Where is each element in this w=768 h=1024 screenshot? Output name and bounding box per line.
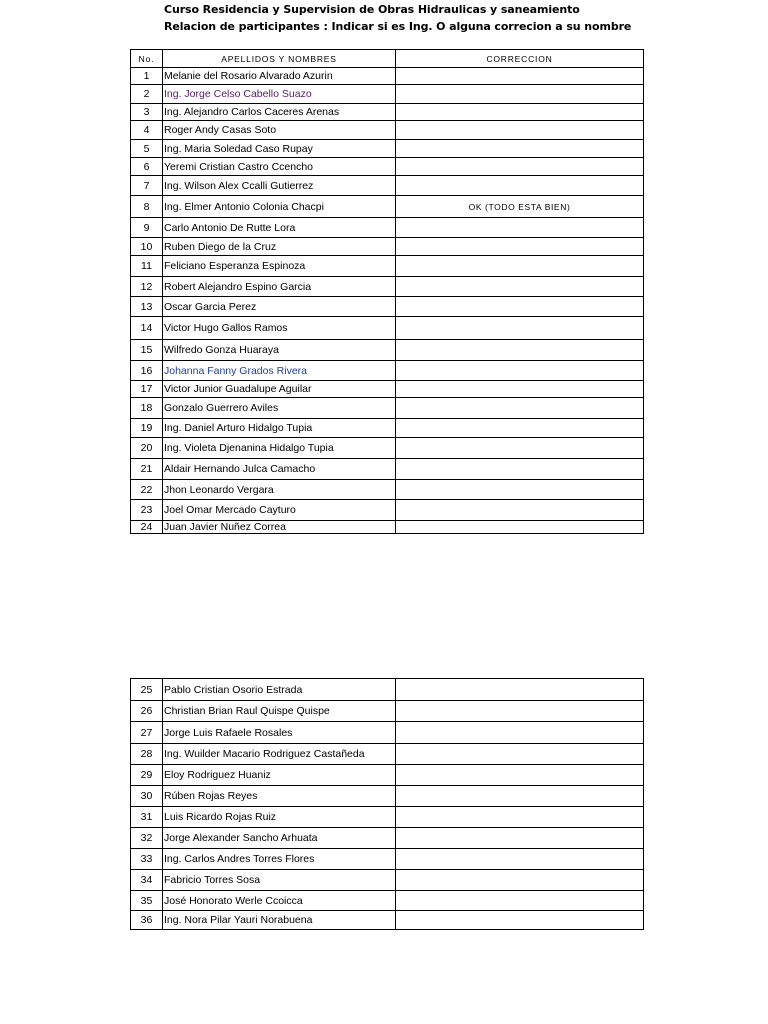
participant-name: Jorge Alexander Sancho Arhuata [163, 828, 396, 849]
correction-cell [396, 419, 644, 438]
row-number: 20 [131, 438, 163, 459]
correction-cell [396, 317, 644, 340]
participant-name: Ing. Alejandro Carlos Caceres Arenas [163, 104, 396, 121]
participant-name: Jorge Luis Rafaele Rosales [163, 722, 396, 744]
participant-name: Robert Alejandro Espino Garcia [163, 277, 396, 297]
table-row [131, 297, 644, 317]
table-row [131, 438, 644, 459]
correction-cell [396, 176, 644, 196]
row-number: 2 [131, 85, 163, 104]
row-number: 25 [131, 679, 163, 701]
table-row [131, 361, 644, 381]
participant-name: Victor Hugo Gallos Ramos [163, 317, 396, 340]
correction-cell [396, 911, 644, 930]
row-number: 17 [131, 381, 163, 398]
table-row [131, 459, 644, 480]
participant-name: Oscar Garcia Perez [163, 297, 396, 317]
correction-cell [396, 218, 644, 238]
header-correction: CORRECCION [396, 50, 644, 68]
table-row [131, 218, 644, 238]
table-row [131, 911, 644, 930]
participant-name: Wilfredo Gonza Huaraya [163, 340, 396, 361]
row-number: 14 [131, 317, 163, 340]
correction-cell [396, 104, 644, 121]
row-number: 32 [131, 828, 163, 849]
row-number: 28 [131, 744, 163, 765]
participant-name: Juan Javier Nuñez Correa [163, 521, 396, 534]
correction-cell [396, 744, 644, 765]
table-row [131, 196, 644, 218]
table-row [131, 500, 644, 521]
participant-name: Ing. Carlos Andres Torres Flores [163, 849, 396, 870]
table-row [131, 701, 644, 722]
table-row [131, 104, 644, 121]
participant-name: Feliciano Esperanza Espinoza [163, 256, 396, 277]
participant-name: Gonzalo Guerrero Aviles [163, 398, 396, 419]
correction-cell [396, 140, 644, 158]
participants-table-2 [130, 678, 644, 930]
table-row [131, 891, 644, 911]
table-row [131, 722, 644, 744]
participant-name: Ing. Wuilder Macario Rodriguez Castañeda [163, 744, 396, 765]
table-row [131, 419, 644, 438]
participant-name: Ing. Elmer Antonio Colonia Chacpi [163, 196, 396, 218]
table-row [131, 176, 644, 196]
table-row [131, 765, 644, 786]
table-row [131, 317, 644, 340]
correction-cell [396, 68, 644, 85]
participant-name: Ing. Jorge Celso Cabello Suazo [163, 85, 396, 104]
row-number: 7 [131, 176, 163, 196]
row-number: 6 [131, 158, 163, 176]
participants-table-1 [130, 49, 644, 534]
correction-cell [396, 85, 644, 104]
participant-name: Eloy Rodriguez Huaniz [163, 765, 396, 786]
table-row [131, 340, 644, 361]
row-number: 16 [131, 361, 163, 381]
header-name: APELLIDOS Y NOMBRES [163, 50, 396, 68]
participant-name: Rúben Rojas Reyes [163, 786, 396, 807]
row-number: 30 [131, 786, 163, 807]
participant-name: Luis Ricardo Rojas Ruiz [163, 807, 396, 828]
correction-cell [396, 398, 644, 419]
correction-cell [396, 256, 644, 277]
correction-cell [396, 849, 644, 870]
table-row [131, 256, 644, 277]
row-number: 1 [131, 68, 163, 85]
table-row [131, 828, 644, 849]
row-number: 31 [131, 807, 163, 828]
table-row [131, 140, 644, 158]
row-number: 5 [131, 140, 163, 158]
row-number: 27 [131, 722, 163, 744]
participant-name: Yeremi Cristian Castro Ccencho [163, 158, 396, 176]
row-number: 9 [131, 218, 163, 238]
table-row [131, 870, 644, 891]
participant-name: Melanie del Rosario Alvarado Azurin [163, 68, 396, 85]
document-subtitle: Relacion de participantes : Indicar si es Ing. O alguna correcion a su nombre [164, 20, 632, 33]
row-number: 19 [131, 419, 163, 438]
correction-cell [396, 480, 644, 500]
correction-cell [396, 158, 644, 176]
participant-name: Ruben Diego de la Cruz [163, 238, 396, 256]
correction-cell [396, 121, 644, 140]
table-row [131, 786, 644, 807]
participant-name: Christian Brian Raul Quispe Quispe [163, 701, 396, 722]
table-row [131, 121, 644, 140]
participant-name: Ing. Violeta Djenanina Hidalgo Tupia [163, 438, 396, 459]
correction-cell [396, 297, 644, 317]
row-number: 34 [131, 870, 163, 891]
table-row [131, 238, 644, 256]
row-number: 29 [131, 765, 163, 786]
correction-cell [396, 521, 644, 534]
participant-name: Aldair Hernando Julca Camacho [163, 459, 396, 480]
row-number: 18 [131, 398, 163, 419]
table-row [131, 398, 644, 419]
correction-cell [396, 722, 644, 744]
header-no: No. [131, 50, 163, 68]
row-number: 23 [131, 500, 163, 521]
participant-name: Ing. Wilson Alex Ccalli Gutierrez [163, 176, 396, 196]
correction-cell [396, 238, 644, 256]
participant-name: Victor Junior Guadalupe Aguilar [163, 381, 396, 398]
row-number: 33 [131, 849, 163, 870]
row-number: 24 [131, 521, 163, 534]
row-number: 21 [131, 459, 163, 480]
correction-cell [396, 701, 644, 722]
table-row [131, 158, 644, 176]
row-number: 4 [131, 121, 163, 140]
table-row [131, 85, 644, 104]
table-row [131, 277, 644, 297]
participant-name: Roger Andy Casas Soto [163, 121, 396, 140]
table-row [131, 521, 644, 534]
correction-cell [396, 807, 644, 828]
correction-cell [396, 828, 644, 849]
participant-name: José Honorato Werle Ccoicca [163, 891, 396, 911]
document-title: Curso Residencia y Supervision de Obras Hidraulicas y saneamiento [164, 3, 580, 16]
participant-name: Joel Omar Mercado Cayturo [163, 500, 396, 521]
table-row [131, 679, 644, 701]
row-number: 8 [131, 196, 163, 218]
row-number: 10 [131, 238, 163, 256]
table-header-row [131, 50, 644, 68]
table-row [131, 381, 644, 398]
participant-name: Ing. Maria Soledad Caso Rupay [163, 140, 396, 158]
table-row [131, 68, 644, 85]
correction-cell [396, 891, 644, 911]
correction-cell [396, 459, 644, 480]
participant-name: Fabricio Torres Sosa [163, 870, 396, 891]
row-number: 3 [131, 104, 163, 121]
row-number: 35 [131, 891, 163, 911]
correction-cell [396, 679, 644, 701]
row-number: 13 [131, 297, 163, 317]
participant-name: Jhon Leonardo Vergara [163, 480, 396, 500]
row-number: 12 [131, 277, 163, 297]
correction-cell [396, 361, 644, 381]
correction-cell [396, 870, 644, 891]
participant-name: Johanna Fanny Grados Rivera [163, 361, 396, 381]
row-number: 11 [131, 256, 163, 277]
correction-cell [396, 786, 644, 807]
table-row [131, 480, 644, 500]
participant-name: Ing. Nora Pilar Yauri Norabuena [163, 911, 396, 930]
participant-name: Pablo Cristian Osorio Estrada [163, 679, 396, 701]
correction-cell: OK (TODO ESTA BIEN) [396, 196, 644, 218]
participant-name: Ing. Daniel Arturo Hidalgo Tupia [163, 419, 396, 438]
table-row [131, 744, 644, 765]
correction-cell [396, 765, 644, 786]
row-number: 15 [131, 340, 163, 361]
correction-cell [396, 500, 644, 521]
table-row [131, 849, 644, 870]
correction-cell [396, 381, 644, 398]
participant-name: Carlo Antonio De Rutte Lora [163, 218, 396, 238]
correction-cell [396, 277, 644, 297]
correction-cell [396, 438, 644, 459]
row-number: 22 [131, 480, 163, 500]
correction-cell [396, 340, 644, 361]
row-number: 36 [131, 911, 163, 930]
row-number: 26 [131, 701, 163, 722]
table-row [131, 807, 644, 828]
